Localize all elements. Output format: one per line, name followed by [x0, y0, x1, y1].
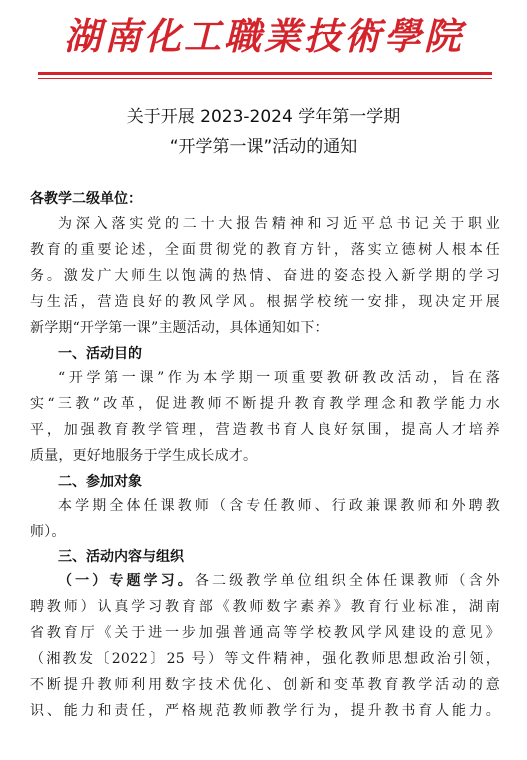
section-heading-content: 三、活动内容与组织	[58, 549, 184, 565]
paragraph-line: 与生活，营造良好的教风学风。根据学校统一安排，现决定开展	[30, 294, 500, 310]
paragraph-line: 质量，更好地服务于学生成长成才。	[30, 448, 258, 464]
section-paragraph-content	[30, 568, 500, 724]
paragraph-line: 师）。	[30, 524, 66, 540]
paragraph-line: 务。激发广大师生以饱满的热情、奋进的姿态投入新学期的学习	[30, 268, 500, 284]
paragraph-line: 平，加强教育教学管理，营造教书育人良好氛围，提高人才培养	[30, 422, 500, 438]
paragraph-line: 教育的重要论述，全面贯彻党的教育方针，落实立德树人根本任	[30, 242, 500, 258]
intro-paragraph	[30, 211, 500, 341]
document-title-line-2: “开学第一课”活动的通知	[169, 137, 358, 157]
paragraph-line: 聘教师）认真学习教育部《教师数字素养》教育行业标准，湖南	[30, 599, 500, 615]
paragraph-line: 为深入落实党的二十大报告精神和习近平总书记关于职业	[58, 216, 500, 232]
paragraph-line	[30, 568, 500, 594]
paragraph-line: （湘教发〔2022〕25 号）等文件精神，强化教师思想政治引领，	[30, 651, 500, 667]
section-paragraph-purpose	[30, 365, 500, 469]
paragraph-line: 省教育厅《关于进一步加强普通高等学校教风学风建设的意见》	[30, 625, 500, 641]
letterhead-rule-thick	[38, 72, 492, 75]
section-heading-participants: 二、参加对象	[58, 474, 142, 490]
letterhead-rule-thin	[38, 78, 492, 79]
paragraph-line: 本学期全体任课教师（含专任教师、行政兼课教师和外聘教	[58, 498, 500, 514]
paragraph-line-text: 各二级教学单位组织全体任课教师（含外	[194, 573, 500, 589]
school-name-logo: 湖南化工職業技術學院	[64, 14, 464, 58]
letterhead	[0, 0, 527, 90]
paragraph-line: 实“三教”改革，促进教师不断提升教育教学理念和教学能力水	[30, 396, 500, 412]
document-title-line-1: 关于开展 2023-2024 学年第一学期	[126, 107, 401, 127]
paragraph-line: 新学期“开学第一课”主题活动，具体通知如下：	[30, 320, 329, 336]
subsection-label: （一）专题学习。	[58, 573, 195, 589]
section-heading-purpose: 一、活动目的	[58, 346, 142, 362]
paragraph-line: 不断提升教师利用数字技术优化、创新和变革教育教学活动的意	[30, 677, 500, 693]
salutation: 各教学二级单位：	[30, 191, 142, 207]
paragraph-line: 识、能力和责任，严格规范教师教学行为，提升教书育人能力。	[30, 703, 500, 719]
section-paragraph-participants	[30, 493, 500, 545]
paragraph-line: “开学第一课”作为本学期一项重要教研教改活动，旨在落	[58, 370, 500, 386]
